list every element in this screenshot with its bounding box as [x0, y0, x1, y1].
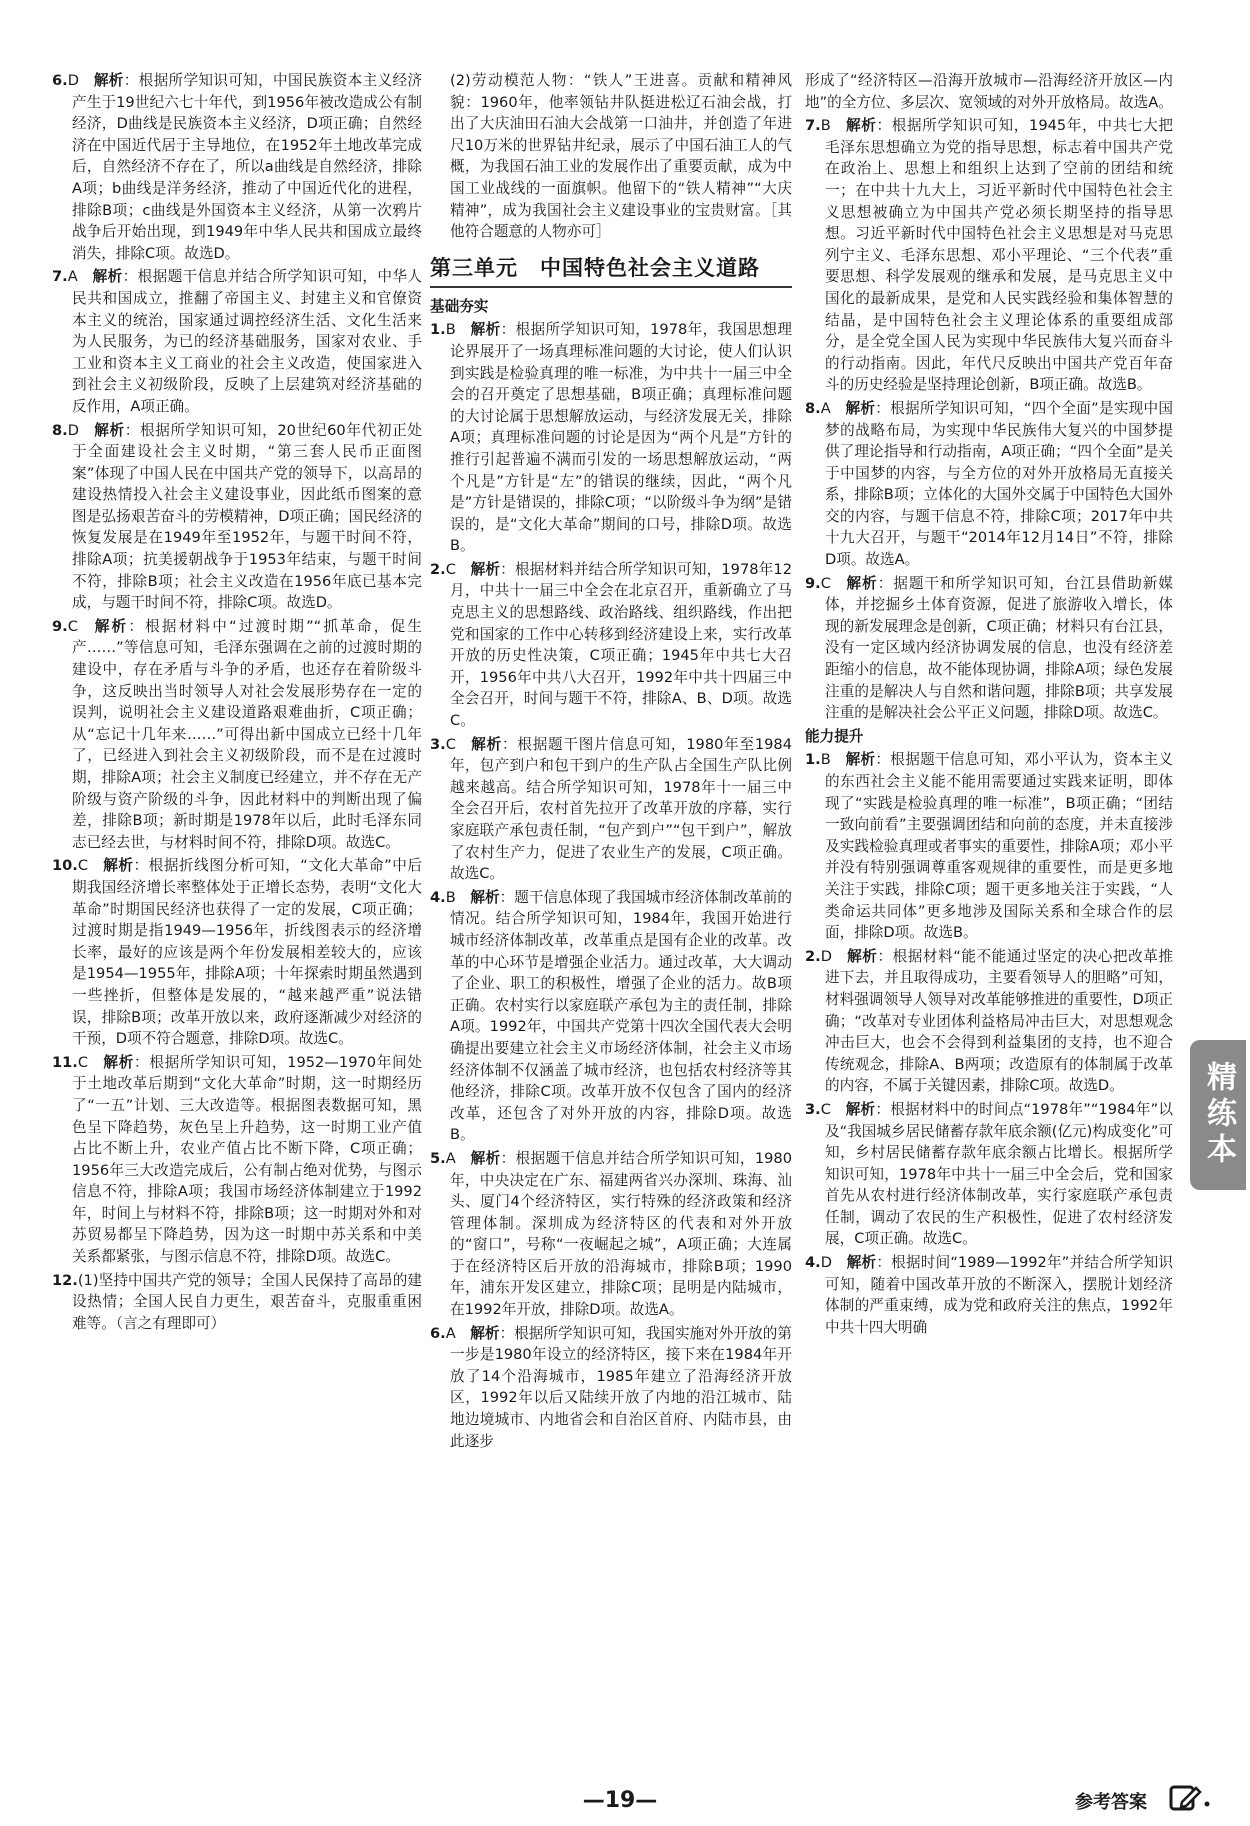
analysis-label: 解析 — [845, 1100, 876, 1118]
analysis-text: ：根据所学知识可知，1952—1970年间处于土地改革后期到“文化大革命”时期，这一时期经历了“一五”计划、三大改造等。根据图表数据可知，黑色呈下降趋势，灰色呈上升趋势，这一时期工业产值占比不断上升，农业产值占比不断下降，C项正确；1956年三大改造完成后，公有制占绝对优势，与图示信息不符，排除A项；我国市场经济体制建立于1992年，时间上与材料不符，排除B项；这一时期对外和对苏贸易都呈下降趋势，因为这一时期中苏关系和中美关系都紧张，与图示信息不符，排除D项。故选C。 — [72, 1053, 422, 1266]
analysis-label: 解析 — [845, 751, 876, 769]
answer-choice: D — [820, 947, 832, 965]
question-number: 6. — [430, 1324, 446, 1342]
analysis-text: ：根据材料中的时间点“1978年”“1984年”以及“我国城乡居民储蓄存款年底余额(亿元)构成变化”可知，乡村居民储蓄存款年底余额占比增长。根据所学知识可知，1978年中共十一届三中全会后，党和国家首先从农村进行经济体制改革，实行家庭联产承包责任制，调动了农民的生产积极性，促进了农村经济发展，C项正确。故选C。 — [825, 1100, 1173, 1248]
question-number: 2. — [430, 560, 446, 578]
answer-choice: A — [445, 1324, 456, 1342]
analysis-text: ：根据所学知识可知，中国民族资本主义经济产生于19世纪六七十年代，到1956年被改造成公有制经济，D曲线是民族资本主义经济，D项正确；自然经济在中国近代居于主导地位，在1952年土地改革完成后，自然经济不存在了，所以a曲线是自然经济，排除A项；b曲线是洋务经济，推动了中国近代化的进程，排除B项；c曲线是外国资本主义经济，从第一次鸦片战争后开始出现，到1949年中华人民共和国成立最终消失，排除C项。故选D。 — [72, 72, 422, 262]
question-number: 2. — [805, 947, 821, 965]
answer-item — [805, 115, 1173, 396]
side-tab-label: 精练本 — [1201, 1061, 1236, 1169]
analysis-text: ：根据所学知识可知，20世纪60年代初正处于全面建设社会主义时期，“第三套人民币正面图案”体现了中国人民在中国共产党的领导下，以高昂的建设热情投入社会主义建设事业，因此纸币图案的意图是弘扬艰苦奋斗的劳模精神，D项正确；国民经济的恢复发展是在1949年至1952年，与题干时间不符，排除A项；抗美援朝战争于1953年结束，与题干时间不符，排除B项；社会主义改造在1956年底已基本完成，与题干时间不符，排除C项。故选D。 — [72, 421, 422, 612]
continued-answer: (2)劳动模范人物：“铁人”王进喜。贡献和精神风貌：1960年，他率领钻井队挺进松辽石油会战，打出了大庆油田石油大会战第一口油井，并创造了年进尺10万米的世界钻井纪录，展示了中国石油工人的气概，为我国石油工业的发展作出了重要贡献，成为中国工业战线的一面旗帜。他留下的“铁人精神”“大庆精神”，成为我国社会主义建设事业的宝贵财富。［其他符合题意的人物亦可］ — [450, 72, 792, 241]
answer-choice: C — [445, 735, 456, 753]
answer-choice: C — [820, 1100, 831, 1118]
answer-choice: B — [445, 888, 456, 906]
question-number: 11. — [52, 1053, 78, 1071]
section-advance: 能力提升 — [805, 727, 864, 745]
analysis-text: ：根据题干信息可知，邓小平认为，资本主义的东西社会主义能不能用需要通过实践来证明，即体现了“实践是检验真理的唯一标准”，B项正确；“团结一致向前看”主要强调团结和向前的态度，并未直接涉及实践检验真理或者事实的重要性，排除A项；邓小平并没有特别强调尊重客观规律的重要性，而是更多地关注于实践，排除C项；题干更多地关注于实践，“人类命运共同体”更多地涉及国际关系和全球合作的层面，排除D项。故选B。 — [825, 751, 1173, 942]
question-number: 7. — [52, 268, 68, 286]
analysis-text: ：根据所学知识可知，我国实施对外开放的第一步是1980年设立的经济特区，接下来在1984年开放了14个沿海城市，1985年建立了沿海经济开放区，1992年以后又陆续开放了内地的沿江城市、陆地边境城市、内地省会和自治区首府、内陆市县，由此逐步 — [450, 1324, 792, 1450]
question-number: 9. — [52, 617, 68, 635]
analysis-label: 解析 — [845, 399, 876, 417]
analysis-label: 解析 — [470, 1324, 500, 1342]
answer-item — [430, 887, 792, 1146]
answer-item — [52, 855, 422, 1049]
unit-title: 第三单元 中国特色社会主义道路 — [430, 253, 792, 288]
answer-item — [52, 266, 422, 417]
answer-choice: A — [67, 268, 78, 286]
answer-item — [805, 1099, 1173, 1250]
analysis-text: ：根据材料并结合所学知识可知，1978年12月，中共十一届三中全会在北京召开，重新确立了马克思主义的思想路线、政治路线、组织路线，作出把党和国家的工作中心转移到经济建设上来，实行改革开放的历史性决策，C项正确；1945年中共七大召开，1956年中共八大召开，1992年中共十四届三中全会召开，时间与题干不符，排除A、B、D项。故选C。 — [450, 560, 792, 730]
answer-item — [430, 734, 792, 885]
question-number: 5. — [430, 1149, 446, 1167]
analysis-text: ：根据时间“1989—1992年”并结合所学知识可知，随着中国改革开放的不断深入，摆脱计划经济体制的严重束缚，成为党和政府关注的焦点，1992年中共十四大明确 — [825, 1254, 1173, 1336]
analysis-text: ：根据所学知识可知，1945年，中共七大把毛泽东思想确立为党的指导思想，标志着中国共产党在政治上、思想上和组织上达到了空前的团结和统一；在中共十九大上，习近平新时代中国特色社会主义思想被确立为中国共产党必须长期坚持的指导思想。习近平新时代中国特色社会主义思想是对马克思列宁主义、毛泽东思想、邓小平理论、“三个代表”重要思想、科学发展观的继承和发展，是马克思主义中国化的最新成果，是党和人民实践经验和集体智慧的结晶，是中国特色社会主义理论体系的重要组成部分，是全党全国人民为实现中华民族伟大复兴而奋斗的行动指南。因此，年代尺反映出中国共产党百年奋斗的历史经验是坚持理论创新，B项正确。故选B。 — [825, 117, 1173, 394]
answer-item — [430, 1148, 792, 1321]
analysis-label: 解析 — [470, 321, 501, 339]
analysis-label: 解析 — [470, 888, 500, 906]
answer-item — [52, 420, 422, 614]
analysis-label: 解析 — [470, 735, 502, 753]
answer-item — [805, 398, 1173, 571]
analysis-label: 解析 — [93, 421, 125, 439]
answer-item — [52, 1270, 422, 1335]
answer-choice: C — [77, 857, 89, 875]
analysis-label: 解析 — [93, 72, 124, 89]
answer-item — [805, 1252, 1173, 1338]
answer-item — [430, 559, 792, 732]
analysis-text: ：根据题干信息并结合所学知识可知，中华人民共和国成立，推翻了帝国主义、封建主义和官僚资本主义的统治，国家通过调控经济生活、文化生活来为人民服务，为已的经济基础服务，国家对农业、手工业和资本主义工商业的社会主义改造，使国家进入到社会主义初级阶段，反映了上层建筑对经济基础的反作用，A项正确。 — [72, 268, 422, 415]
answer-choice: A — [820, 399, 831, 417]
analysis-label: 解析 — [846, 1254, 877, 1272]
analysis-text: (1)坚持中国共产党的领导；全国人民保持了高昂的建设热情；全国人民自力更生，艰苦奋斗，克服重重困难等。（言之有理即可） — [72, 1271, 422, 1332]
analysis-text: ：根据题干信息并结合所学知识可知，1980年，中央决定在广东、福建两省兴办深圳、珠海、汕头、厦门4个经济特区，实行特殊的经济政策和经济管理体制。深圳成为经济特区的代表和对外开放的“窗口”，号称“一夜崛起之城”，A项正确；大连属于在经济特区后开放的沿海城市，排除B项；1990年，浦东开发区建立，排除C项；昆明是内陆城市，在1992年开放，排除D项。故选A。 — [450, 1149, 792, 1319]
answer-list-advance — [805, 749, 1173, 1338]
analysis-label: 解析 — [92, 268, 123, 286]
column-left — [52, 70, 422, 1336]
analysis-text: ：根据所学知识可知，1978年，我国思想理论界展开了一场真理标准问题的大讨论，使人们认识到实践是检验真理的唯一标准，为中共十一届三中全会的召开奠定了思想基础，B项正确；真理标准问题的大讨论属于思想解放运动，与经济发展无关，排除A项；真理标准问题的讨论是因为“两个凡是”方针的推行引起普遍不满而引发的一场思想解放运动，“两个凡是”方针是“左”的错误的继续，因此，“两个凡是”方针是错误的，排除C项；“以阶级斗争为纲”是错误的，是“文化大革命”期间的口号，排除D项。故选B。 — [450, 321, 792, 555]
answer-item — [805, 573, 1173, 724]
analysis-text: ：据题干和所学知识可知，台江县借助新媒体，并挖掘乡土体育资源，促进了旅游收入增长，体现的新发展理念是创新，C项正确；材料只有台江县，没有一定区域内经济协调发展的信息，也没有经济差距缩小的信息，故不能体现协调，排除A项；绿色发展注重的是解决人与自然和谐问题，排除B项；共享发展注重的是解决社会公平正义问题，排除D项。故选C。 — [825, 574, 1173, 722]
question-number: 3. — [805, 1100, 821, 1118]
question-number: 4. — [805, 1254, 821, 1272]
answer-list-basic-cont — [805, 115, 1173, 724]
answer-choice: D — [67, 421, 79, 439]
analysis-label: 解析 — [92, 617, 129, 635]
question-number: 12. — [52, 1271, 78, 1289]
column-middle — [430, 70, 792, 1454]
answer-list-basic — [430, 319, 792, 1452]
analysis-text: ：根据材料“能不能通过坚定的决心把改革推进下去，并且取得成功，主要看领导人的胆略”可知，材料强调领导人领导对改革能够推进的重要性，D项正确；“改革对专业团体利益格局冲击巨大，对思想观念冲击巨大，也会不会得到利益集团的支持，也不迎合传统观念，排除A、B两项；改造原有的体制属于改革的内容，不属于关键因素，排除C项。故选D。 — [825, 947, 1173, 1095]
analysis-text: ：根据题干图片信息可知，1980年至1984年，包产到户和包干到户的生产队占全国生产队比例越来越高。结合所学知识可知，1978年十一届三中全会召开后，农村首先拉开了改革开放的序幕，实行家庭联产承包责任制，“包产到户”“包干到户”，解放了农村生产力，促进了农业生产的发展，C项正确。故选C。 — [450, 735, 792, 883]
page-number: —19— — [582, 1788, 658, 1813]
answer-item — [430, 319, 792, 557]
answer-item — [430, 1323, 792, 1453]
pencil-note-icon — [1168, 1782, 1212, 1814]
question-number: 10. — [52, 857, 78, 875]
footer-label: 参考答案 — [1075, 1792, 1147, 1813]
question-number: 6. — [52, 72, 68, 89]
answer-choice: C — [820, 574, 831, 592]
analysis-label: 解析 — [102, 857, 134, 875]
answer-item — [805, 946, 1173, 1097]
answer-choice: B — [820, 751, 831, 769]
answer-choice: C — [77, 1053, 89, 1071]
continued-answer: 形成了“经济特区—沿海开放城市—沿海经济开放区—内地”的全方位、多层次、宽领域的对外开放格局。故选A。 — [805, 72, 1173, 111]
question-number: 9. — [805, 574, 821, 592]
analysis-label: 解析 — [470, 560, 501, 578]
analysis-label: 解析 — [102, 1053, 135, 1071]
answer-item — [805, 749, 1173, 943]
analysis-text: ：题干信息体现了我国城市经济体制改革前的情况。结合所学知识可知，1984年，我国开始进行城市经济体制改革，改革重点是国有企业的改革。改革的中心环节是增强企业活力。通过改革，大大调动了企业、职工的积极性，增强了企业的活力。故B项正确。农村实行以家庭联产承包为主的责任制，排除A项。1992年，中国共产党第十四次全国代表大会明确提出要建立社会主义市场经济体制，社会主义市场经济体制不仅涵盖了城市经济，也包括农村经济等其他经济，排除C项。改革开放不仅包含了国内的经济改革，还包含了对外开放的内容，排除D项。故选B。 — [450, 888, 792, 1144]
analysis-label: 解析 — [845, 574, 878, 592]
answer-item — [52, 616, 422, 854]
answer-choice: C — [445, 560, 456, 578]
answer-choice: C — [67, 617, 78, 635]
answer-choice: B — [445, 321, 456, 339]
analysis-label: 解析 — [845, 117, 877, 135]
analysis-label: 解析 — [470, 1149, 501, 1167]
answer-choice: D — [820, 1254, 832, 1272]
analysis-text: ：根据折线图分析可知，“文化大革命”中后期我国经济增长率整体处于正增长态势，表明“文化大革命”时期国民经济也获得了一定的发展，C项正确；过渡时期是指1949—1956年，折线图表示的经济增长率，最好的应该是两个年份发展相差较大的，应该是1954—1955年，排除A项；十年探索时期虽然遇到一些挫折，但整体是发展的，“越来越严重”说法错误，排除B项；改革开放以来，政府逐渐减少对经济的干预，D项不符合题意，排除D项。故选C。 — [72, 857, 422, 1048]
question-number: 3. — [430, 735, 446, 753]
answer-choice: D — [67, 72, 79, 89]
answer-item — [52, 70, 422, 264]
question-number: 1. — [805, 751, 821, 769]
question-number: 4. — [430, 888, 446, 906]
answer-item — [52, 1052, 422, 1268]
question-number: 1. — [430, 321, 446, 339]
analysis-label: 解析 — [846, 947, 878, 965]
question-number: 7. — [805, 117, 821, 135]
analysis-text: ：根据所学知识可知，“四个全面”是实现中国梦的战略布局，为实现中华民族伟大复兴的中国梦提供了理论指导和行动指南，A项正确；“四个全面”是关于中国梦的内容，与全方位的对外开放格局无直接关系，排除B项；立体化的大国外交属于中国特色大国外交的内容，与题干信息不符，排除C项；2017年中共十九大召开，与题干“2014年12月14日”不符，排除D项。故选A。 — [825, 399, 1173, 569]
answer-choice: A — [445, 1149, 456, 1167]
question-number: 8. — [805, 399, 821, 417]
column-right — [805, 70, 1173, 1340]
section-basic: 基础夯实 — [430, 297, 489, 315]
answer-choice: B — [820, 117, 831, 135]
side-tab — [1190, 1040, 1246, 1190]
analysis-text: ：根据材料中“过渡时期”“抓革命，促生产……”等信息可知，毛泽东强调在之前的过渡时期的建设中，存在矛盾与斗争的矛盾，也还存在着阶级斗争，这反映出当时领导人对社会发展形势存在一定的误判，说明社会主义建设道路艰难曲折，C项正确；从“忘记十几年来……”可得出新中国成立已经十几年了，已经进入到社会主义初级阶段，而不是在过渡时期，排除A项；社会主义制度已经建立，并不存在无产阶级与资产阶级的斗争，因此材料中的判断出现了偏差，排除B项；新时期是1978年以后，此时毛泽东同志已经去世，与材料时间不符，排除D项。故选C。 — [72, 617, 422, 851]
question-number: 8. — [52, 421, 68, 439]
